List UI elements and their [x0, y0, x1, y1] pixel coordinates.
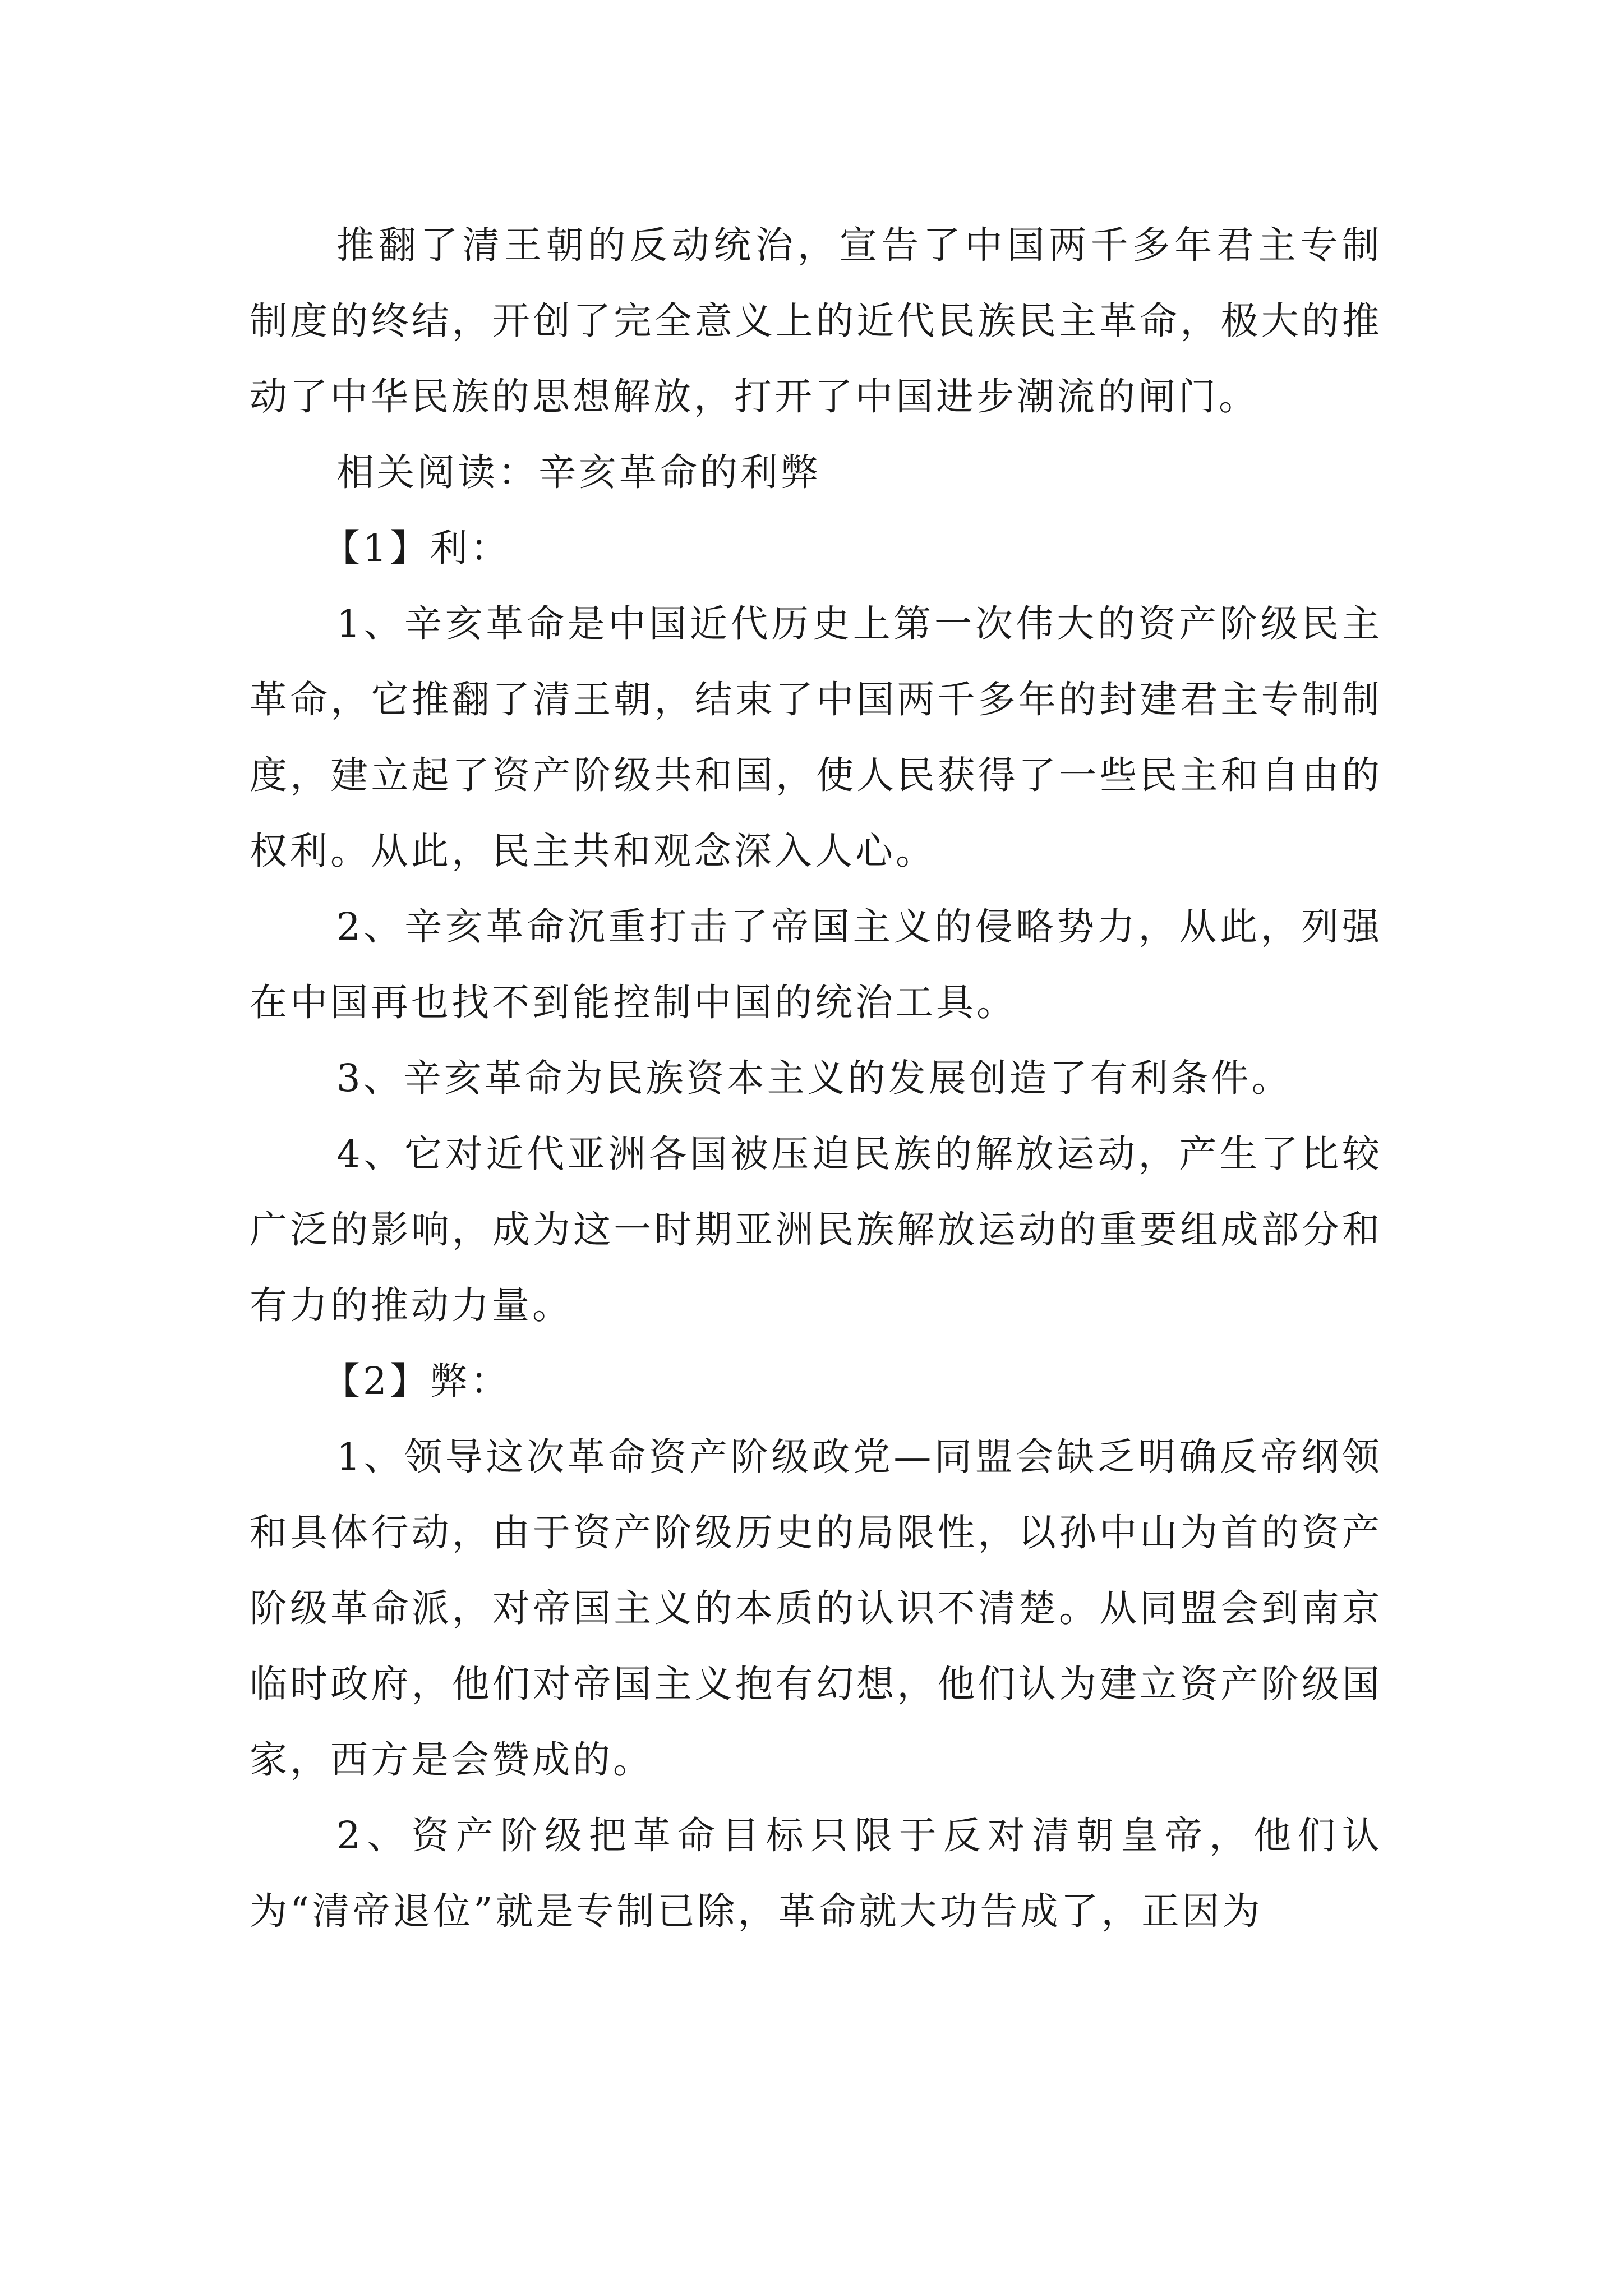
document-body [250, 208, 1382, 1949]
section-heading-advantages: 【1】利： [322, 526, 511, 570]
paragraph-disadvantage-1: 1、领导这次革命资产阶级政党—同盟会缺乏明确反帝纲领和具体行动，由于资产阶级历史的局限性，以孙中山为首的资产阶级革命派，对帝国主义的本质的认识不清楚。从同盟会到南京临时政府，他们对帝国主义抱有幻想，他们认为建立资产阶级国家，西方是会赞成的。 [250, 1435, 1382, 1782]
paragraph-advantage-2: 2、辛亥革命沉重打击了帝国主义的侵略势力，从此，列强在中国再也找不到能控制中国的统治工具。 [250, 905, 1382, 1024]
paragraph-advantage-3: 3、辛亥革命为民族资本主义的发展创造了有利条件。 [336, 1056, 1292, 1100]
paragraph-disadvantage-2: 2、资产阶级把革命目标只限于反对清朝皇帝，他们认为“清帝退位”就是专制已除，革命就大功告成了，正因为 [250, 1814, 1382, 1933]
paragraph-advantage-4: 4、它对近代亚洲各国被压迫民族的解放运动，产生了比较广泛的影响，成为这一时期亚洲民族解放运动的重要组成部分和有力的推动力量。 [250, 1132, 1382, 1327]
section-heading-disadvantages: 【2】弊： [322, 1359, 511, 1403]
paragraph-advantage-1: 1、辛亥革命是中国近代历史上第一次伟大的资产阶级民主革命，它推翻了清王朝，结束了中国两千多年的封建君主专制制度，建立起了资产阶级共和国，使人民获得了一些民主和自由的权利。从此，民主共和观念深入人心。 [250, 602, 1382, 873]
paragraph-related-reading: 相关阅读：辛亥革命的利弊 [336, 450, 821, 494]
paragraph-opening: 推翻了清王朝的反动统治，宣告了中国两千多年君主专制制度的终结，开创了完全意义上的近代民族民主革命，极大的推动了中华民族的思想解放，打开了中国进步潮流的闸门。 [250, 223, 1382, 418]
